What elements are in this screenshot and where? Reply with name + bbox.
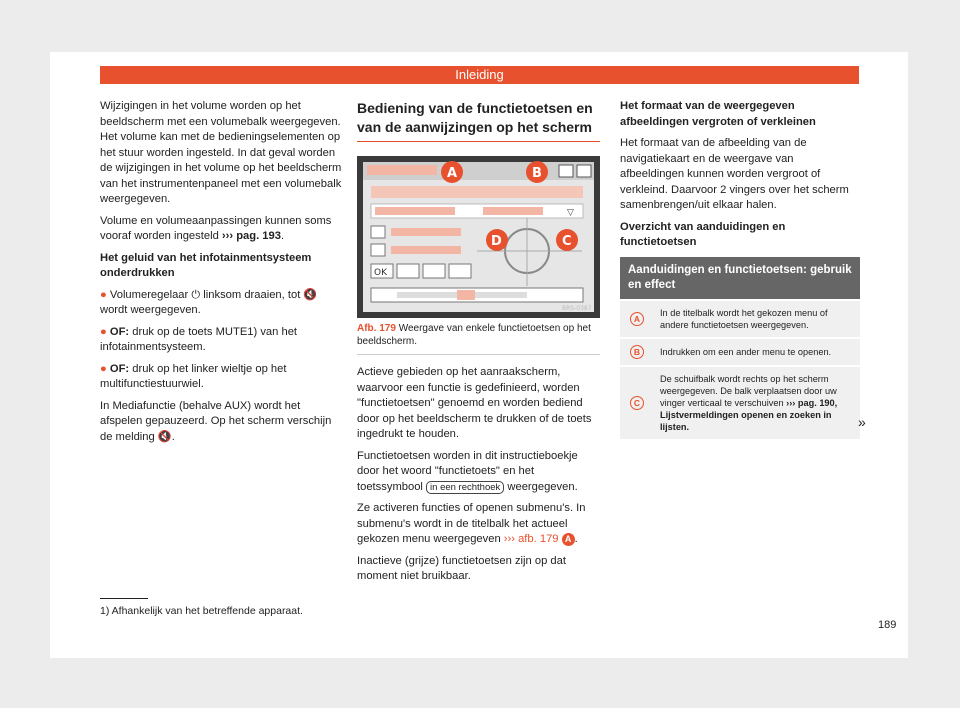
fig-label-c: C [562, 234, 572, 249]
column-middle [357, 99, 600, 591]
bullet-icon: ● [100, 325, 110, 338]
table-title: Aanduidingen en functietoetsen: gebruik en effect [620, 257, 860, 300]
function-table [620, 257, 860, 439]
column-right [620, 99, 860, 439]
paragraph: Functietoetsen worden in dit instructieboekje door het woord "functietoets" en het toetssymbool in een rechthoek weergegeven. [357, 449, 578, 493]
bullet-item: ● OF: druk op de toets MUTE1) van het infotainmentsysteem. [100, 325, 298, 353]
key-badge: A [630, 312, 644, 326]
continue-mark: » [858, 414, 866, 430]
key-badge: B [630, 345, 644, 359]
footnote: 1) Afhankelijk van het betreffende apparaat. [100, 605, 303, 617]
page-reference[interactable]: ››› pag. 190, Lijstvermeldingen openen en zoeken in lijsten. [660, 397, 838, 432]
paragraph: Wijzigingen in het volume worden op het beeldscherm met een volumebalk weergegeven. Het volume kan met de bedieningselementen op het stuur worden ingesteld. In dat geval worden de wijzigingen in het volume op het beeldscherm van het instrumentenpaneel met een volumebalk weergegeven. [100, 100, 342, 205]
column-left [100, 99, 343, 451]
figure-screen [357, 156, 600, 318]
paragraph: Ze activeren functies of openen submenu's. In submenu's wordt in de titelbalk het actueel gekozen menu weergegeven ››› afb. 179 A . [357, 502, 586, 545]
table-row [620, 300, 860, 338]
table-cell: De schuifbalk wordt rechts op het scherm weergegeven. De balk verplaatsen door uw vinger verticaal te verschuiven ››› pag. 190, Lijstvermeldingen openen en zoeken in lijsten. [654, 366, 860, 439]
subheading: Het formaat van de weergegeven afbeeldingen vergroten of verkleinen [620, 100, 816, 128]
fig-code: BRS-0387 [562, 305, 592, 312]
table-row [620, 338, 860, 366]
table-cell: In de titelbalk wordt het gekozen menu of andere functietoetsen weergegeven. [654, 300, 860, 338]
screen-illustration [357, 156, 600, 318]
subheading: Overzicht van aanduidingen en functietoetsen [620, 220, 786, 248]
figure-reference[interactable]: ››› afb. 179 [503, 533, 559, 545]
key-badge: C [630, 396, 644, 410]
section-header: Inleiding [100, 66, 859, 84]
fig-label-d: D [491, 234, 502, 249]
table-cell: Indrukken om een ander menu te openen. [654, 338, 860, 366]
letter-badge: A [562, 533, 575, 546]
paragraph: Actieve gebieden op het aanraakscherm, waarvoor een functie is gedefinieerd, worden "functietoetsen" genoemd en worden bediend door op het beeldscherm te drukken of de toets ingedrukt te houden. [357, 366, 592, 440]
boxed-symbol: in een rechthoek [426, 481, 504, 494]
section-heading: Bediening van de functietoetsen en van de aanwijzingen op het scherm [357, 99, 600, 142]
footnote-rule [100, 598, 148, 599]
paragraph: In Mediafunctie (behalve AUX) wordt het afspelen gepauzeerd. Op het scherm verschijn de melding 🔇. [100, 399, 332, 443]
table-row [620, 366, 860, 439]
fig-label-a: A [447, 166, 458, 181]
bullet-item: ● Volumeregelaar ⏻ linksom draaien, tot 🔇 wordt weergegeven. [100, 288, 318, 316]
fig-label-b: B [532, 166, 542, 181]
paragraph: Het formaat van de afbeelding van de navigatiekaart en de weergave van afbeeldingen kunnen worden vergroot of verkleind. Daarvoor 2 vingers over het scherm samenbrengen/uit elkaar halen. [620, 137, 849, 211]
paragraph: Inactieve (grijze) functietoetsen zijn op dat moment niet bruikbaar. [357, 554, 566, 582]
bullet-icon: ● [100, 362, 110, 375]
page-number: 189 [878, 619, 897, 631]
svg-text:▽: ▽ [567, 208, 574, 218]
fig-ok-button: OK [374, 268, 387, 278]
bullet-item: ● OF: druk op het linker wieltje op het multifunctiestuurwiel. [100, 362, 287, 390]
page-reference[interactable]: ››› pag. 193 [221, 230, 281, 242]
paragraph: Volume en volumeaanpassingen kunnen soms vooraf worden ingesteld ››› pag. 193. [100, 214, 332, 242]
bullet-icon: ● [100, 288, 110, 301]
figure-caption: Afb. 179 Weergave van enkele functietoetsen op het beeldscherm. [357, 322, 600, 355]
subheading: Het geluid van het infotainmentsysteem onderdrukken [100, 251, 312, 279]
